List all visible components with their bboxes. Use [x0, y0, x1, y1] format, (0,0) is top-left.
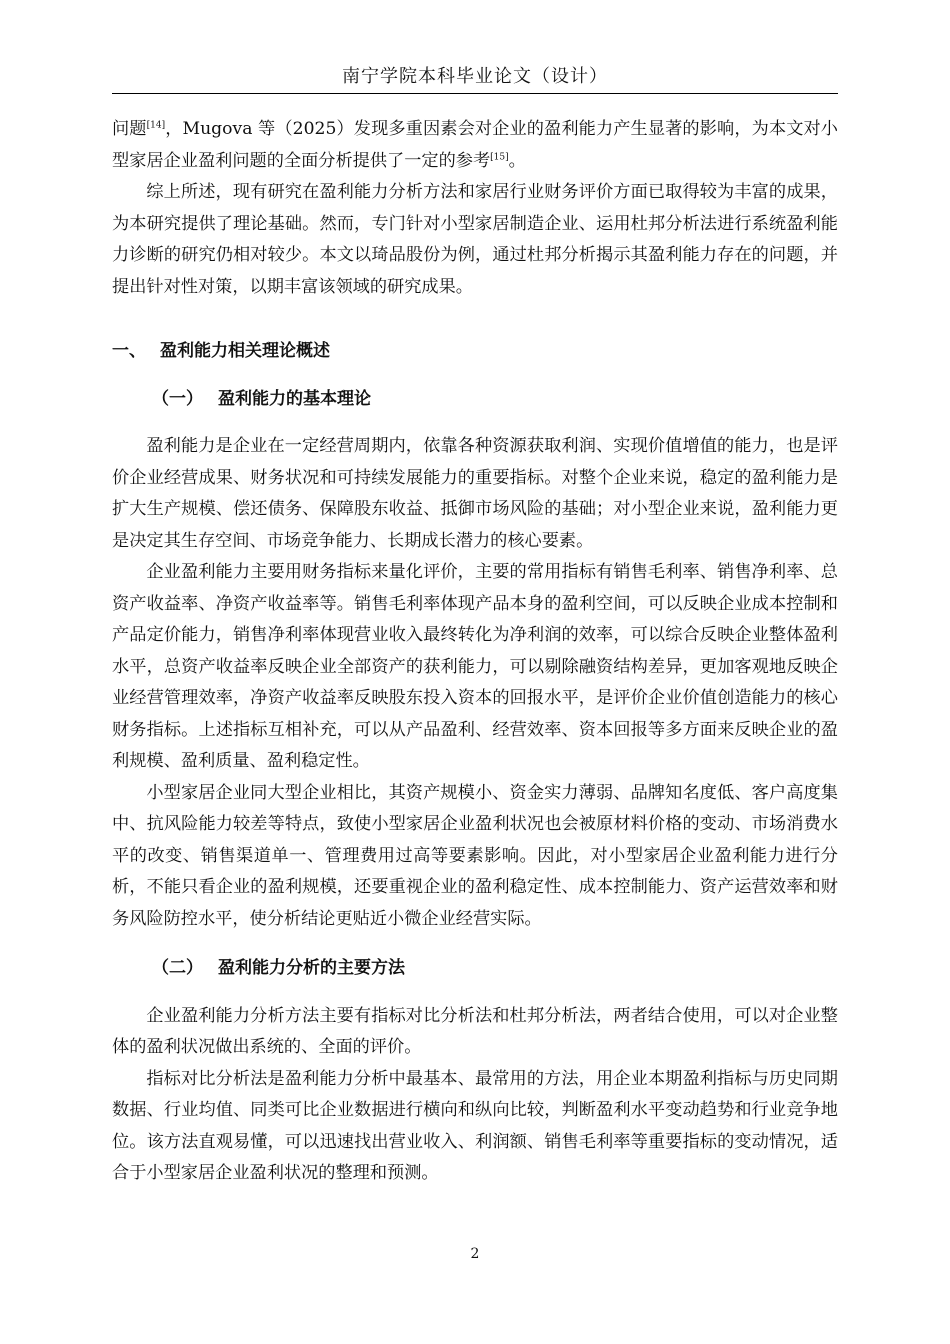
- body-text: [112, 114, 838, 1190]
- header-rule: [112, 93, 838, 94]
- paragraph-definition: 盈利能力是企业在一定经营周期内，依靠各种资源获取利润、实现价值增值的能力，也是评价企业经营成果、财务状况和可持续发展能力的重要指标。对整个企业来说，稳定的盈利能力是扩大生产规模、偿还债务、保障股东收益、抵御市场风险的基础；对小型企业来说，盈利能力更是决定其生存空间、市场竞争能力、长期成长潜力的核心要素。: [112, 436, 838, 551]
- subsection-number: （二）: [152, 958, 203, 978]
- subsection-heading-basic-theory: [152, 384, 838, 416]
- paragraph-methods-overview: 企业盈利能力分析方法主要有指标对比分析法和杜邦分析法，两者结合使用，可以对企业整体的盈利状况做出系统的、全面的评价。: [112, 1005, 838, 1057]
- paragraph-small-enterprise: 小型家居企业同大型企业相比，其资产规模小、资金实力薄弱、品牌知名度低、客户高度集中、抗风险能力较差等特点，致使小型家居企业盈利状况也会被原材料价格的变动、市场消费水平的改变、销售渠道单一、管理费用过高等要素影响。因此，对小型家居企业盈利能力进行分析，不能只看企业的盈利规模，还要重视企业的盈利稳定性、成本控制能力、资产运营效率和财务风险防控水平，使分析结论更贴近小微企业经营实际。: [112, 782, 838, 929]
- paragraph-comparison-method: 指标对比分析法是盈利能力分析中最基本、最常用的方法，用企业本期盈利指标与历史同期数据、行业均值、同类可比企业数据进行横向和纵向比较，判断盈利水平变动趋势和行业竞争地位。该方法直观易懂，可以迅速找出营业收入、利润额、销售毛利率等重要指标的变动情况，适合于小型家居企业盈利状况的整理和预测。: [112, 1068, 838, 1183]
- paragraph-text: 问题: [112, 119, 147, 139]
- section-number: 一、: [112, 341, 146, 361]
- citation-15: [15]: [490, 151, 509, 162]
- citation-14: [14]: [146, 120, 166, 131]
- paragraph-text: ，Mugova 等（2025）发现多重因素会对企业的盈利能力产生显著的影响，为本文对小型家居企业盈利问题的全面分析提供了一定的参考: [112, 119, 838, 171]
- subsection-title: 盈利能力的基本理论: [218, 388, 371, 409]
- section-heading: [112, 336, 838, 368]
- paragraph-continuation: [112, 114, 838, 177]
- paragraph-summary: 综上所述，现有研究在盈利能力分析方法和家居行业财务评价方面已取得较为丰富的成果，为本研究提供了理论基础。然而，专门针对小型家居制造企业、运用杜邦分析法进行系统盈利能力诊断的研究仍相对较少。本文以琦品股份为例，通过杜邦分析揭示其盈利能力存在的问题，并提出针对性对策，以期丰富该领域的研究成果。: [112, 182, 838, 297]
- subsection-number: （一）: [152, 388, 203, 409]
- paragraph-indicators: 企业盈利能力主要用财务指标来量化评价，主要的常用指标有销售毛利率、销售净利率、总资产收益率、净资产收益率等。销售毛利率体现产品本身的盈利空间，可以反映企业成本控制和产品定价能力，销售净利率体现营业收入最终转化为净利润的效率，可以综合反映企业整体盈利水平，总资产收益率反映企业全部资产的获利能力，可以剔除融资结构差异，更加客观地反映企业经营管理效率，净资产收益率反映股东投入资本的回报水平，是评价企业价值创造能力的核心财务指标。上述指标互相补充，可以从产品盈利、经营效率、资本回报等多方面来反映企业的盈利规模、盈利质量、盈利稳定性。: [112, 562, 838, 771]
- section-title: 盈利能力相关理论概述: [160, 341, 330, 361]
- page-number: 2: [470, 1246, 480, 1262]
- running-header: 南宁学院本科毕业论文（设计）: [342, 66, 608, 87]
- paragraph-text: 。: [508, 150, 526, 171]
- subsection-heading-methods: [152, 953, 838, 985]
- subsection-title: 盈利能力分析的主要方法: [218, 958, 405, 978]
